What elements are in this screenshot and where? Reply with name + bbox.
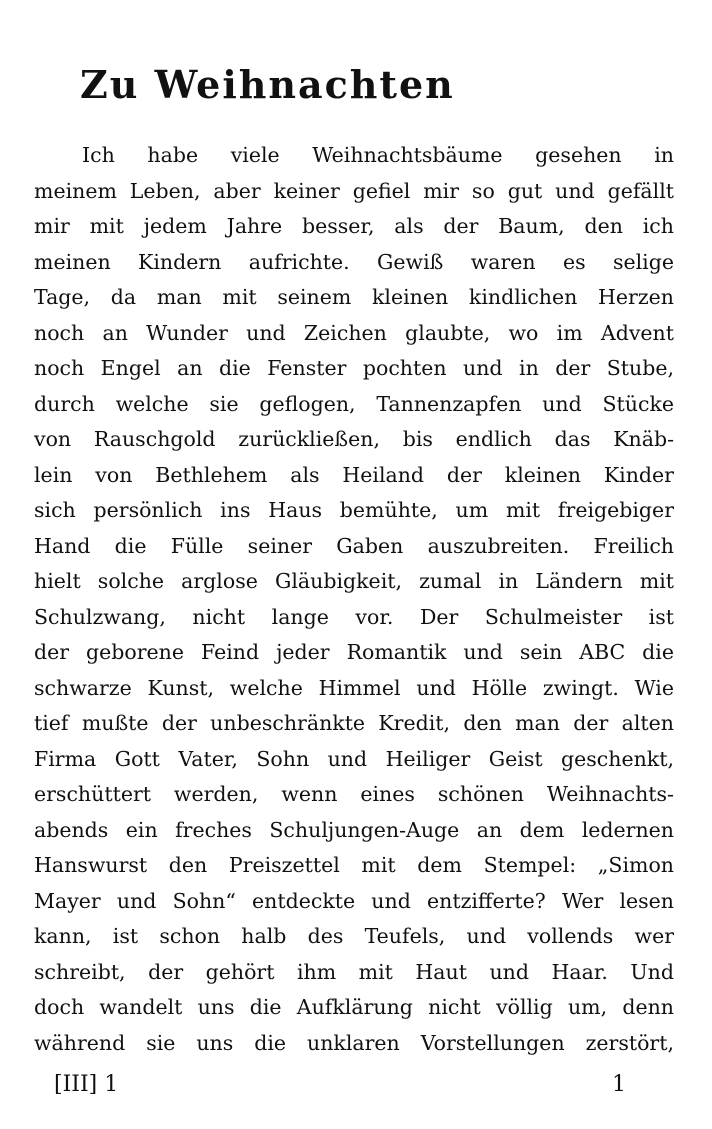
- text-line: tief mußte der unbeschränkte Kredit, den man der alten: [34, 711, 674, 735]
- text-line: hielt solche arglose Gläubigkeit, zumal in Ländern mit: [34, 569, 674, 593]
- text-line: schwarze Kunst, welche Himmel und Hölle zwingt. Wie: [34, 675, 674, 700]
- text-line: schreibt, der gehört ihm mit Haut und Haar. Und: [34, 959, 674, 984]
- text-line: Schulzwang, nicht lange vor. Der Schulmeister ist: [34, 604, 674, 629]
- text-line: noch Engel an die Fenster pochten und in der Stube,: [34, 356, 674, 380]
- text-line: Firma Gott Vater, Sohn und Heiliger Geist geschenkt,: [34, 746, 674, 771]
- text-line: abends ein freches Schuljungen-Auge an dem ledernen: [34, 817, 674, 842]
- text-line: von Rauschgold zurückließen, bis endlich das Knäb-: [34, 427, 674, 451]
- text-line: kann, ist schon halb des Teufels, und vollends wer: [34, 924, 674, 948]
- text-line: Hanswurst den Preiszettel mit dem Stempel: „Simon: [34, 853, 674, 877]
- text-line: Mayer und Sohn“ entdeckte und entzifferte? Wer lesen: [34, 888, 674, 913]
- page-number: 1: [612, 1072, 626, 1097]
- text-line: noch an Wunder und Zeichen glaubte, wo im Advent: [34, 320, 674, 345]
- text-line: meinen Kindern aufrichte. Gewiß waren es selige: [34, 249, 674, 274]
- chapter-title: Zu Weihnachten: [80, 62, 455, 107]
- text-line: Ich habe viele Weihnachtsbäume gesehen in: [82, 143, 674, 167]
- text-line: sich persönlich ins Haus bemühte, um mit freigebiger: [34, 498, 674, 522]
- text-line: durch welche sie geflogen, Tannenzapfen und Stücke: [34, 391, 674, 416]
- signature-mark: [III] 1: [54, 1072, 119, 1097]
- text-line: mir mit jedem Jahre besser, als der Baum, den ich: [34, 214, 674, 238]
- text-line: der geborene Feind jeder Romantik und sein ABC die: [34, 640, 674, 664]
- text-line: doch wandelt uns die Aufklärung nicht völlig um, denn: [34, 995, 674, 1019]
- text-line: während sie uns die unklaren Vorstellungen zerstört,: [34, 1030, 674, 1055]
- body-text: [34, 138, 674, 1061]
- text-line: Tage, da man mit seinem kleinen kindlichen Herzen: [34, 285, 674, 309]
- text-line: lein von Bethlehem als Heiland der kleinen Kinder: [34, 462, 674, 487]
- text-line: erschüttert werden, wenn eines schönen Weihnachts-: [34, 782, 674, 806]
- text-line: Hand die Fülle seiner Gaben auszubreiten. Freilich: [34, 533, 674, 558]
- text-line: meinem Leben, aber keiner gefiel mir so gut und gefällt: [34, 178, 674, 203]
